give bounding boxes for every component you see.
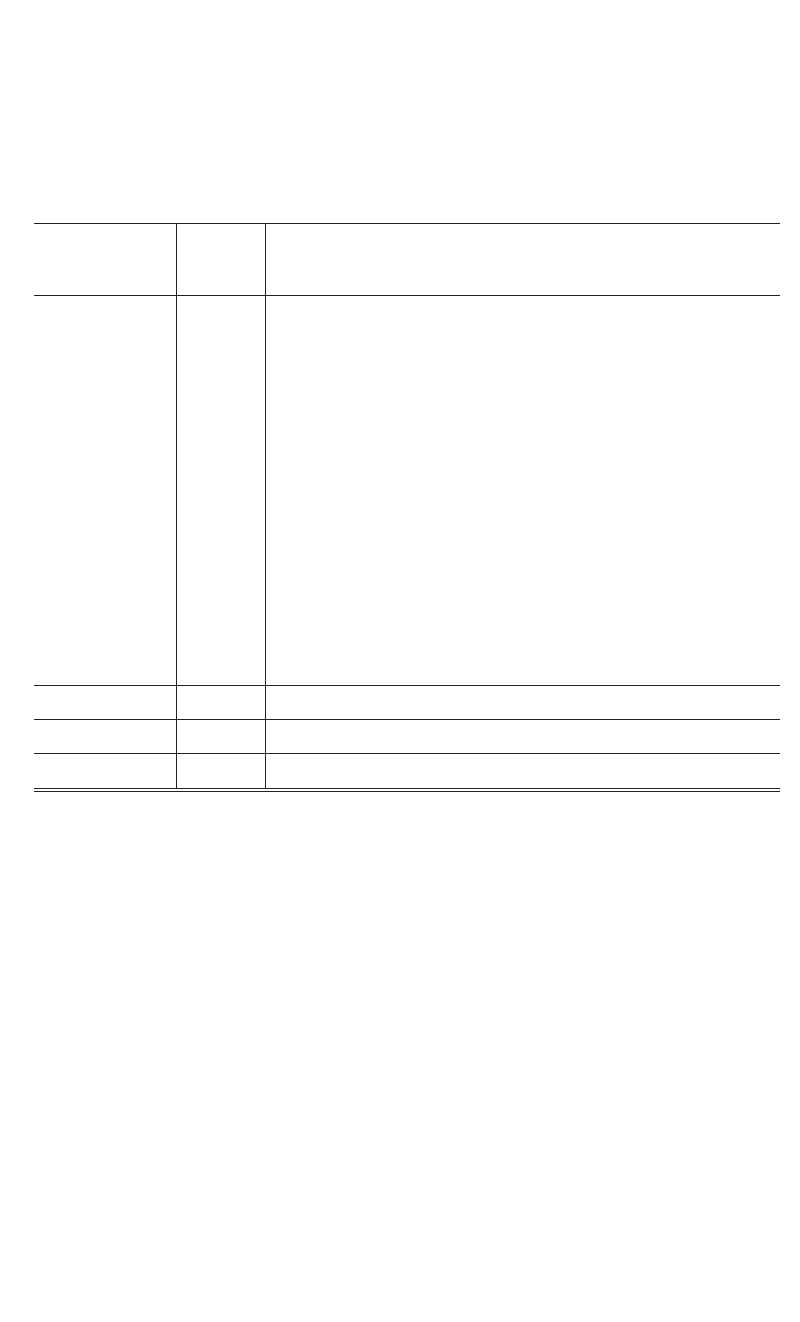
table-top-rule: [34, 223, 780, 224]
table-bottom-rule-2: [34, 791, 780, 792]
total-urban-top-rule: [34, 685, 780, 686]
table-bottom-rule: [34, 788, 780, 789]
total-urban-bottom-rule: [34, 719, 780, 720]
area-left-rule: [176, 224, 177, 788]
total-rural-bottom-rule: [34, 753, 780, 754]
area-right-rule: [265, 224, 266, 788]
header-bottom-rule: [34, 295, 780, 296]
